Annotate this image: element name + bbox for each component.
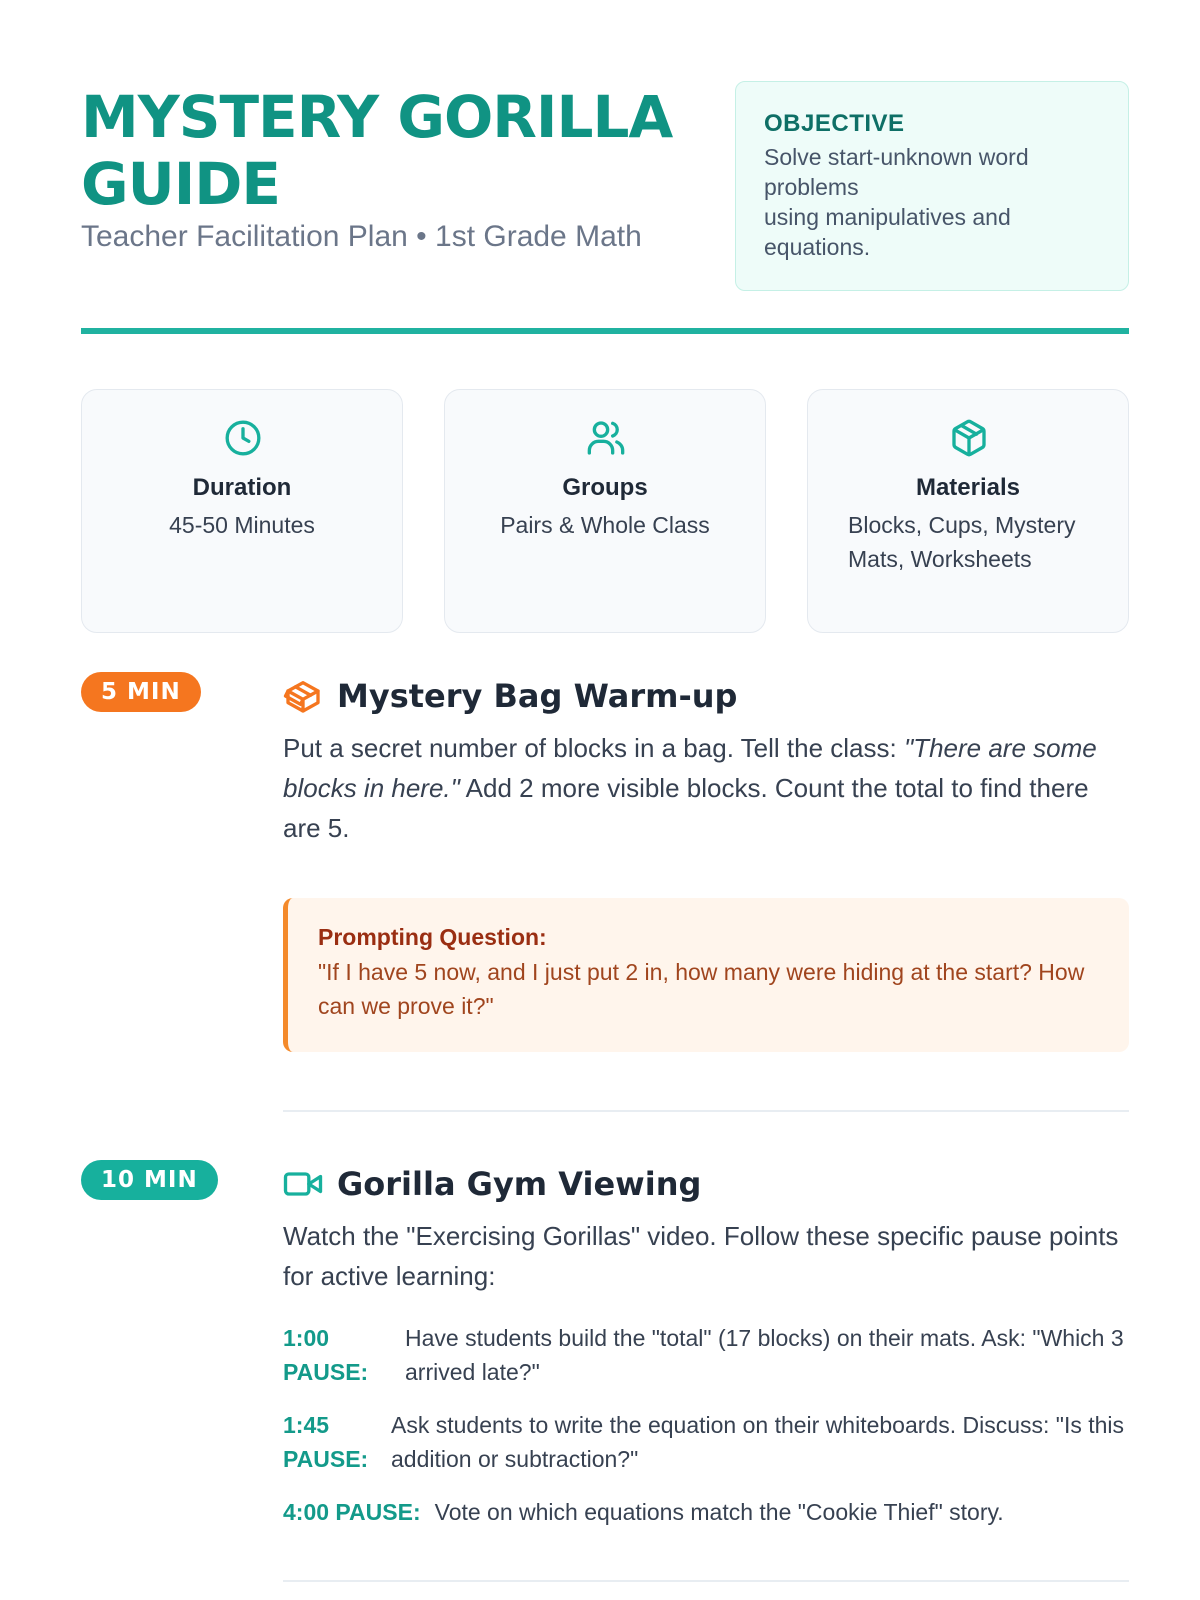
page-title: MYSTERY GORILLA GUIDE bbox=[81, 83, 673, 218]
objective-label: OBJECTIVE bbox=[764, 110, 905, 137]
pause-label: 4:00 PAUSE: bbox=[283, 1499, 421, 1525]
pause-point bbox=[283, 1408, 1129, 1476]
callout-text: "If I have 5 now, and I just put 2 in, how many were hiding at the start? How can we prove it?" bbox=[318, 959, 1085, 1019]
objective-text bbox=[764, 142, 1100, 262]
section-divider bbox=[283, 1580, 1129, 1582]
mystery-bag-icon bbox=[283, 676, 323, 716]
info-cards bbox=[81, 389, 1129, 633]
pause-text: Have students build the "total" (17 blocks) on their mats. Ask: "Which 3 arrived late?" bbox=[405, 1325, 1124, 1385]
card-value: Pairs & Whole Class bbox=[500, 512, 710, 538]
objective-box bbox=[735, 81, 1129, 291]
section-description bbox=[283, 728, 1129, 848]
video-icon bbox=[283, 1164, 323, 1204]
users-icon bbox=[586, 418, 626, 458]
pause-text: Ask students to write the equation on their whiteboards. Discuss: "Is this addition or subtraction?" bbox=[391, 1412, 1125, 1472]
description-quote: "There are some blocks in here." bbox=[283, 733, 1097, 803]
card-value: Blocks, Cups, Mystery Mats, Worksheets bbox=[848, 512, 1076, 572]
section-header-warmup bbox=[283, 676, 737, 716]
header-divider bbox=[81, 328, 1129, 334]
section-header-viewing bbox=[283, 1164, 701, 1204]
card-materials bbox=[807, 389, 1129, 633]
card-label: Materials bbox=[915, 474, 1021, 501]
card-label: Duration bbox=[192, 474, 292, 501]
pause-point bbox=[283, 1321, 1129, 1389]
card-value: 45-50 Minutes bbox=[169, 512, 315, 538]
pause-label: 1:00 PAUSE: bbox=[283, 1325, 369, 1385]
time-badge-5-min: 5 MIN bbox=[81, 672, 201, 712]
page-subtitle: Teacher Facilitation Plan • 1st Grade Math bbox=[81, 220, 642, 253]
prompting-question-callout bbox=[283, 898, 1129, 1052]
pause-point bbox=[283, 1495, 1129, 1529]
clock-icon bbox=[223, 418, 263, 458]
section-title: Gorilla Gym Viewing bbox=[337, 1165, 702, 1203]
pause-text: Vote on which equations match the "Cookie Thief" story. bbox=[434, 1499, 1004, 1525]
lesson-guide-page bbox=[81, 0, 1129, 1600]
box-icon bbox=[949, 418, 989, 458]
description-text-end: Add 2 more visible blocks. Count the total to find there are 5. bbox=[283, 773, 1089, 843]
callout-label: Prompting Question: bbox=[318, 924, 547, 950]
section-divider bbox=[283, 1110, 1129, 1112]
objective-line-1: Solve start-unknown word problems bbox=[764, 144, 1029, 200]
time-badge-10-min: 10 MIN bbox=[81, 1160, 218, 1200]
header bbox=[81, 84, 1129, 294]
card-duration bbox=[81, 389, 403, 633]
card-label: Groups bbox=[562, 474, 648, 501]
description-text: Put a secret number of blocks in a bag. Tell the class: bbox=[283, 733, 904, 763]
card-groups bbox=[444, 389, 766, 633]
objective-line-2: using manipulatives and equations. bbox=[764, 204, 1011, 260]
pause-label: 1:45 PAUSE: bbox=[283, 1412, 369, 1472]
section-title: Mystery Bag Warm-up bbox=[337, 677, 738, 715]
section-description: Watch the "Exercising Gorillas" video. Follow these specific pause points for active learning: bbox=[283, 1221, 1119, 1291]
